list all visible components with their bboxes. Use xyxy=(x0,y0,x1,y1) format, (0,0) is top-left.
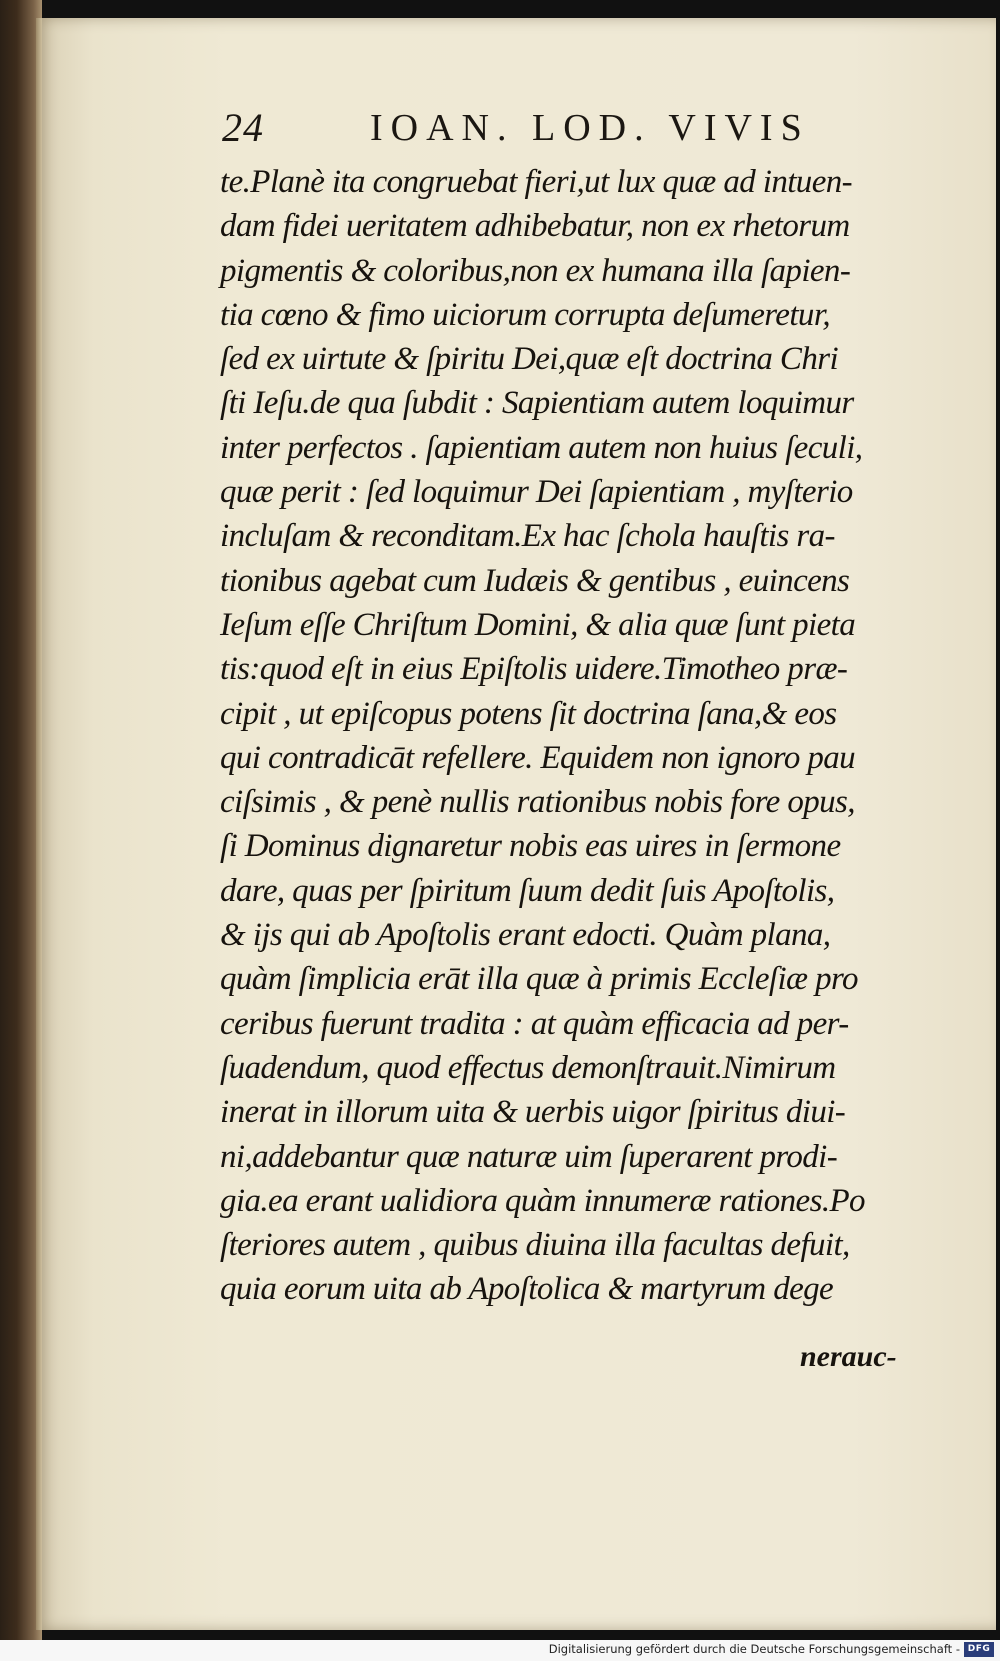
text-line: inter perfectos . ſapientiam autem non huius ſeculi, xyxy=(220,429,863,466)
footer-credit: Digitalisierung gefördert durch die Deutsche Forschungsgemeinschaft - xyxy=(548,1642,960,1656)
dfg-logo-icon: DFG xyxy=(964,1642,994,1657)
text-line: & ijs qui ab Apoſtolis erant edocti. Quàm plana, xyxy=(220,917,831,954)
text-line: ceribus fuerunt tradita : at quàm efficacia ad per- xyxy=(220,1005,849,1042)
text-line: ſuadendum, quod effectus demonſtrauit.Nimirum xyxy=(220,1049,836,1086)
text-line: ciſsimis , & penè nullis rationibus nobis fore opus, xyxy=(220,784,855,821)
text-line: cipit , ut epiſcopus potens ſit doctrina ſana,& eos xyxy=(220,695,837,732)
text-line: ſed ex uirtute & ſpiritu Dei,quæ eſt doctrina Chri xyxy=(220,341,839,378)
text-line: tionibus agebat cum Iudæis & gentibus , euincens xyxy=(220,562,850,599)
text-line: ſi Dominus dignaretur nobis eas uires in ſermone xyxy=(220,828,841,865)
text-line: pigmentis & coloribus,non ex humana illa ſapien- xyxy=(220,252,851,289)
text-line: qui contradicāt refellere. Equidem non ignoro pau xyxy=(220,739,856,776)
text-line: tis:quod eſt in eius Epiſtolis uidere.Timotheo præ- xyxy=(220,651,848,688)
text-line: gia.ea erant ualidiora quàm innumeræ rationes.Po xyxy=(220,1182,865,1219)
text-line: incluſam & reconditam.Ex hac ſchola hauſtis ra- xyxy=(220,518,835,555)
text-line: dam fidei ueritatem adhibebatur, non ex rhetorum xyxy=(220,208,850,245)
text-line: ſteriores autem , quibus diuina illa facultas defuit, xyxy=(220,1227,850,1264)
page-edge xyxy=(36,18,42,1630)
text-line: quæ perit : ſed loquimur Dei ſapientiam , myſterio xyxy=(220,474,853,511)
catchword: nerauc- xyxy=(800,1340,897,1373)
text-line: te.Planè ita congruebat fieri,ut lux quæ ad intuen- xyxy=(220,164,853,200)
text-line: dare, quas per ſpiritum ſuum dedit ſuis Apoſtolis, xyxy=(220,872,835,909)
text-line: quàm ſimplicia erāt illa quæ à primis Eccleſiæ pro xyxy=(220,961,858,998)
text-line: ſti Ieſu.de qua ſubdit : Sapientiam autem loquimur xyxy=(220,385,854,422)
text-line: quia eorum uita ab Apoſtolica & martyrum dege xyxy=(220,1271,834,1308)
running-head: IOAN. LOD. VIVIS xyxy=(370,107,810,149)
text-line: Ieſum eſſe Chriſtum Domini, & alia quæ ſunt pieta xyxy=(220,606,856,643)
text-line: inerat in illorum uita & uerbis uigor ſpiritus diui- xyxy=(220,1094,846,1131)
page-header xyxy=(222,104,832,154)
body-text xyxy=(220,160,910,1312)
page-number: 24 xyxy=(222,105,264,150)
text-line: ni,addebantur quæ naturæ uim ſuperarent prodi- xyxy=(220,1138,838,1175)
text-line: tia cœno & fimo uiciorum corrupta deſumeretur, xyxy=(220,296,831,333)
